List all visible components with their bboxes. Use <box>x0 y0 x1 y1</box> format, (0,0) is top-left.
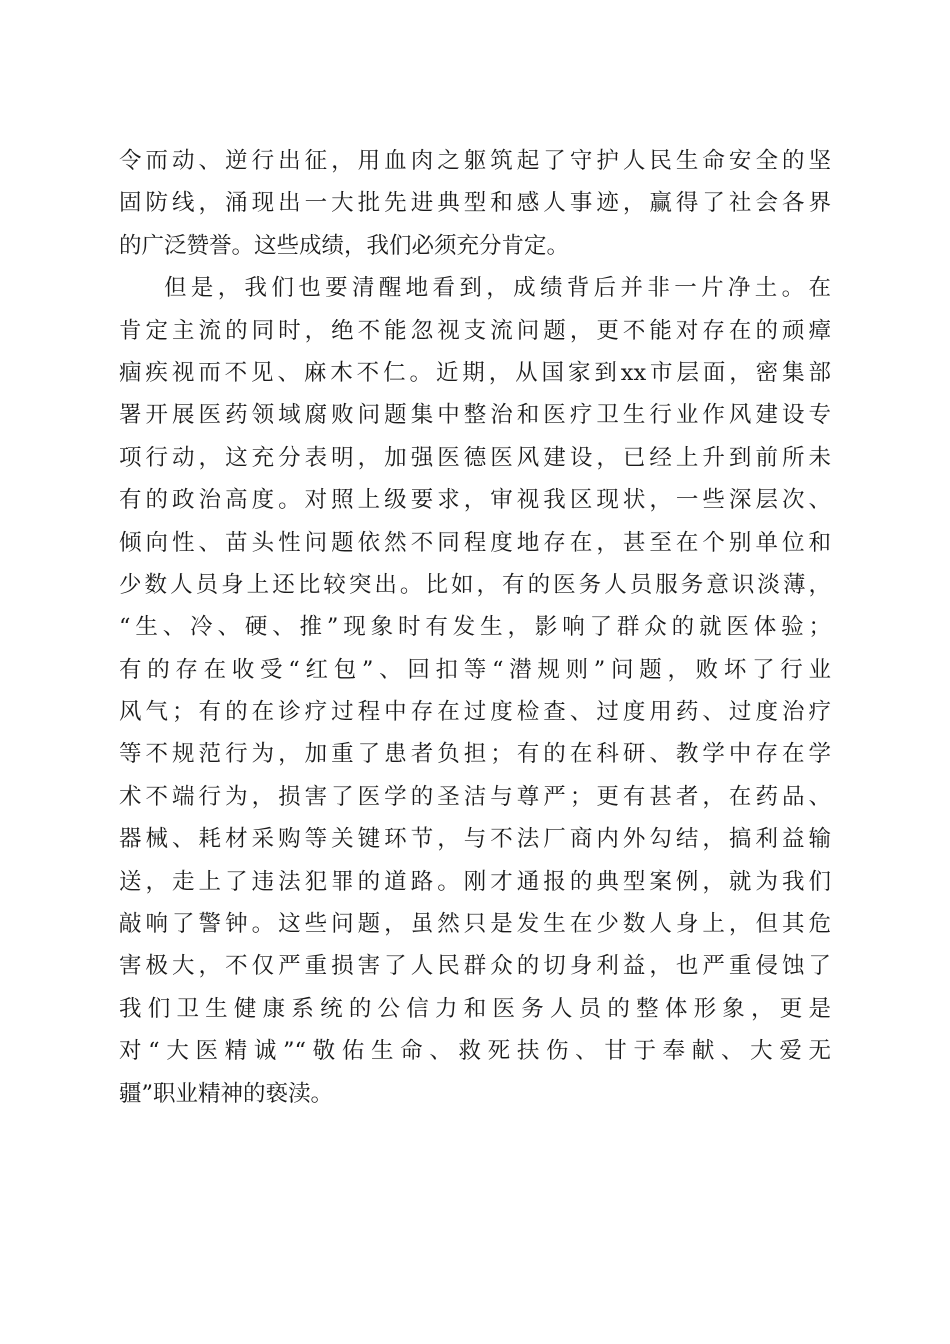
text-line: 少数人员身上还比较突出。比如，有的医务人员服务意识淡薄， <box>119 571 831 598</box>
text-line: 送，走上了违法犯罪的道路。刚才通报的典型案例，就为我们 <box>119 868 831 895</box>
text-line: 疆”职业精神的亵渎。 <box>119 1080 334 1107</box>
text-line: 敲响了警钟。这些问题，虽然只是发生在少数人身上，但其危 <box>119 911 831 938</box>
text-line: 但是，我们也要清醒地看到，成绩背后并非一片净土。在 <box>164 275 831 302</box>
text-line: 倾向性、苗头性问题依然不同程度地存在，甚至在个别单位和 <box>119 529 831 556</box>
text-line: “生、冷、硬、推”现象时有发生，影响了群众的就医体验； <box>119 614 831 641</box>
text-line: 等不规范行为，加重了患者负担；有的在科研、教学中存在学 <box>119 741 831 768</box>
text-line: 术不端行为，损害了医学的圣洁与尊严；更有甚者，在药品、 <box>119 783 831 810</box>
text-line: 风气；有的在诊疗过程中存在过度检查、过度用药、过度治疗 <box>119 699 831 726</box>
paragraph-achievements <box>119 140 831 267</box>
text-line: 我们卫生健康系统的公信力和医务人员的整体形象，更是 <box>119 995 831 1022</box>
paragraph-problems <box>119 267 831 1115</box>
text-line: 的广泛赞誉。这些成绩，我们必须充分肯定。 <box>119 232 570 259</box>
text-line: 有的政治高度。对照上级要求，审视我区现状，一些深层次、 <box>119 487 831 514</box>
text-line: 固防线，涌现出一大批先进典型和感人事迹，赢得了社会各界 <box>119 190 831 217</box>
document-body <box>119 140 831 1115</box>
text-line: 器械、耗材采购等关键环节，与不法厂商内外勾结，搞利益输 <box>119 826 831 853</box>
text-line: 对“大医精诚”“敬佑生命、救死扶伤、甘于奉献、大爱无 <box>119 1038 831 1065</box>
text-line: 有的存在收受“红包”、回扣等“潜规则”问题，败坏了行业 <box>119 656 831 683</box>
text-line: 痼疾视而不见、麻木不仁。近期，从国家到xx市层面，密集部 <box>119 359 831 386</box>
text-line: 肯定主流的同时，绝不能忽视支流问题，更不能对存在的顽瘴 <box>119 317 831 344</box>
text-line: 署开展医药领域腐败问题集中整治和医疗卫生行业作风建设专 <box>119 402 831 429</box>
text-line: 令而动、逆行出征，用血肉之躯筑起了守护人民生命安全的坚 <box>119 148 831 174</box>
text-line: 害极大，不仅严重损害了人民群众的切身利益，也严重侵蚀了 <box>119 953 831 980</box>
text-line: 项行动，这充分表明，加强医德医风建设，已经上升到前所未 <box>119 444 831 471</box>
